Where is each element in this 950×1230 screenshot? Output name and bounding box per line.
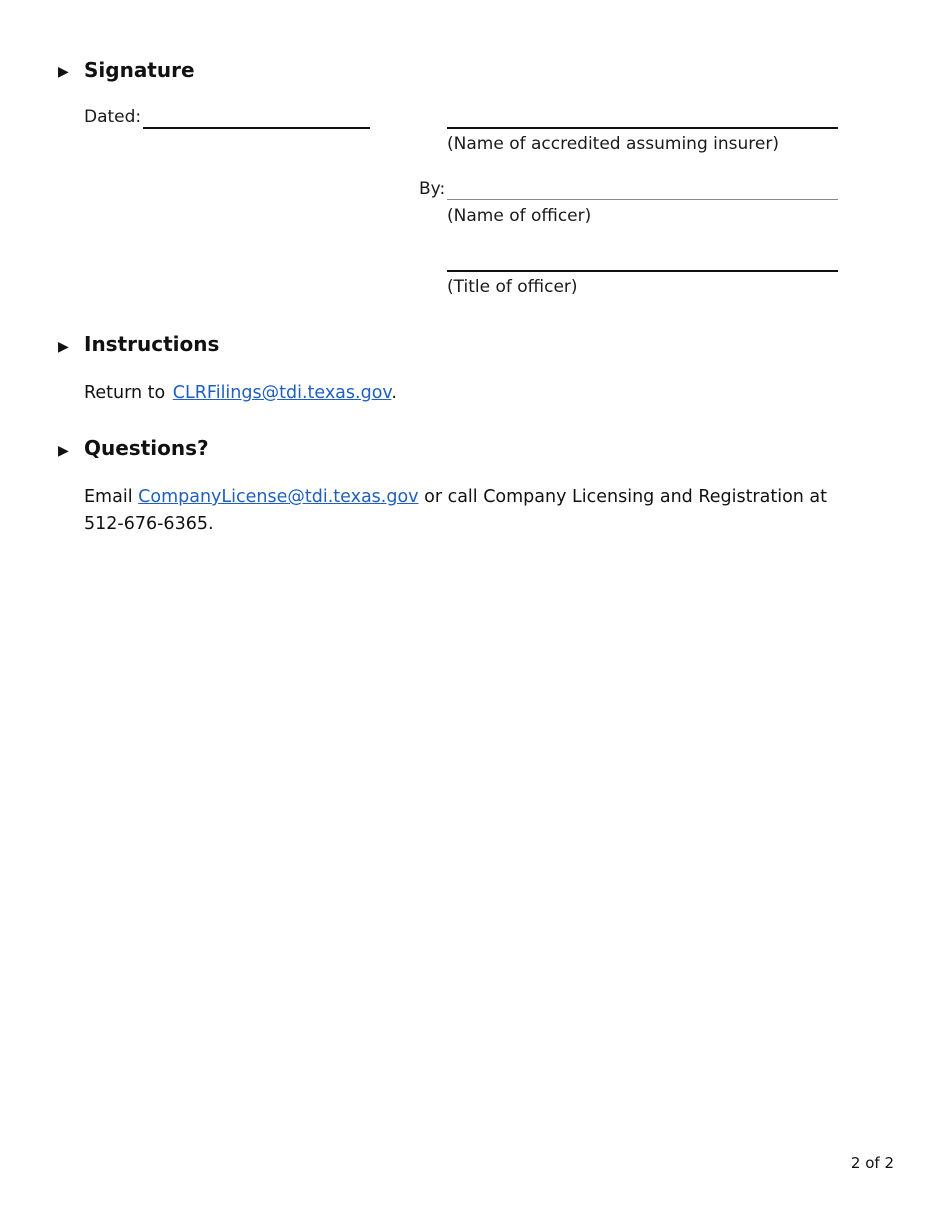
instructions-text-after: .: [391, 383, 397, 403]
instructions-heading: Instructions: [84, 332, 220, 356]
clr-filings-email-link[interactable]: CLRFilings@tdi.texas.gov: [172, 383, 392, 403]
officer-name-caption: (Name of officer): [447, 206, 592, 226]
right-triangle-icon: ▶: [58, 339, 69, 355]
right-triangle-icon: ▶: [58, 443, 69, 459]
dated-label: Dated:: [84, 107, 142, 127]
questions-text-after: or call Company Licensing and Registration at 512-676-6365.: [84, 487, 828, 534]
by-label: By:: [419, 179, 446, 199]
questions-text: [84, 484, 864, 538]
instructions-text-before: Return to: [84, 383, 166, 403]
questions-heading: Questions?: [84, 436, 209, 460]
insurer-name-caption: (Name of accredited assuming insurer): [447, 134, 779, 154]
company-license-email-link[interactable]: CompanyLicense@tdi.texas.gov: [138, 487, 419, 507]
instructions-text: [84, 380, 397, 407]
officer-name-field-line[interactable]: [447, 199, 838, 200]
officer-title-caption: (Title of officer): [447, 277, 578, 297]
dated-field-line[interactable]: [143, 127, 370, 129]
page-number: 2 of 2: [850, 1154, 894, 1172]
questions-text-before: Email: [84, 487, 133, 507]
right-triangle-icon: ▶: [58, 64, 69, 80]
officer-title-field-line[interactable]: [447, 270, 838, 272]
signature-heading: Signature: [84, 58, 195, 82]
insurer-name-field-line[interactable]: [447, 127, 838, 129]
